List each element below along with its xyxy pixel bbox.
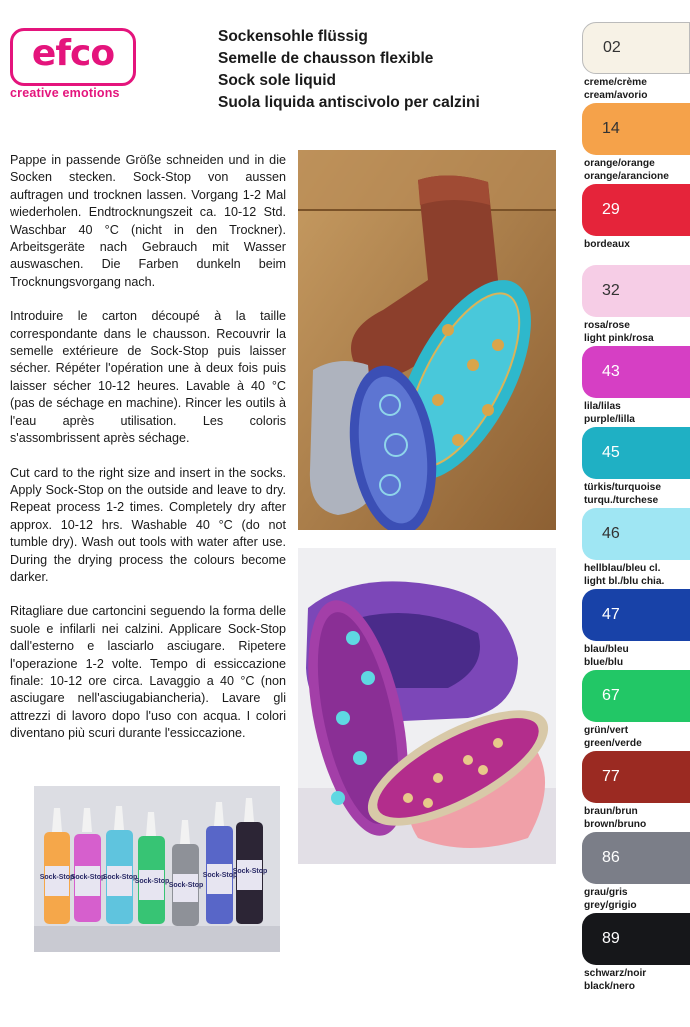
swatch-number: 32 (602, 282, 620, 299)
instructions-it: Ritagliare due cartoncini seguendo la forma delle suole e infilarli nei calzini. Applicare Sock-Stop dall'esterno e lasciarlo asciugare. Ripetere l'operazione 1-2 volte. Tempo di essiccazione finale: 10-12 ore circa. Lavaggio a 40 °C (non asciugare nell'asciugabiancheria). Lavare gli attrezzi di lavoro dopo l'uso con acqua. I colori diventano più scuri durante l'essiccazione. (10, 604, 286, 741)
swatch-label-line1: orange/orange (584, 158, 655, 169)
swatch-32 (582, 265, 690, 317)
swatch-label-line2: cream/avorio (584, 90, 648, 101)
photo-bottles (34, 786, 280, 952)
bottle-label: Sock-Stop (168, 882, 204, 889)
swatch-label (582, 803, 690, 832)
swatch-14 (582, 103, 690, 155)
swatch-label (582, 74, 690, 103)
swatch-label-line2: orange/arancione (584, 171, 669, 182)
swatch-label-line1: rosa/rose (584, 320, 630, 331)
bottle-label: Sock-Stop (70, 874, 106, 881)
swatch-number: 45 (602, 444, 620, 461)
bottle-label: Sock-Stop (134, 878, 170, 885)
swatch-label-line1: creme/crème (584, 77, 647, 88)
logo-tagline: creative emotions (10, 86, 120, 100)
instructions-de: Pappe in passende Größe schneiden und in die Socken stecken. Sock-Stop von aussen auftragen und trocknen lassen. Vorgang 1-2 Mal wiederholen. Endtrocknungszeit ca. 10-12 Std. Waschbar 40 °C (nicht in den Trockner). Arbeitsgeräte nach Gebrauch mit Wasser auswaschen. Die Farben dunkeln beim Trocknungsvorgang nach. (10, 153, 286, 289)
bottle-label: Sock-Stop (232, 868, 268, 875)
socks-illustration-1 (298, 150, 556, 530)
swatch-label (582, 722, 690, 751)
swatch-label (582, 560, 690, 589)
swatch-label-line1: grau/gris (584, 887, 628, 898)
swatch-number: 14 (602, 120, 620, 137)
slippers-illustration (298, 548, 556, 864)
swatch-29 (582, 184, 690, 236)
bottle-label: Sock-Stop (202, 872, 238, 879)
efco-logo (10, 28, 136, 86)
swatch-label-line1: schwarz/noir (584, 968, 647, 979)
swatch-label-line1: bordeaux (584, 239, 630, 250)
photo-slippers (298, 548, 556, 864)
swatch-label (582, 155, 690, 184)
title-en: Sock sole liquid (218, 72, 336, 89)
swatch-46 (582, 508, 690, 560)
swatch-47 (582, 589, 690, 641)
swatch-label (582, 317, 690, 346)
swatch-label-line1: türkis/turquoise (584, 482, 661, 493)
swatch-label-line1: hellblau/bleu cl. (584, 563, 661, 574)
swatch-number: 43 (602, 363, 620, 380)
swatch-label-line2: light bl./blu chia. (584, 576, 665, 587)
swatch-number: 77 (602, 768, 620, 785)
swatch-number: 67 (602, 687, 620, 704)
swatch-label (582, 398, 690, 427)
bottle-label: Sock-Stop (102, 874, 138, 881)
swatch-label (582, 479, 690, 508)
swatch-02 (582, 22, 690, 74)
photo-felt-socks (298, 150, 556, 530)
bottle-label: Sock-Stop (39, 874, 75, 881)
swatch-label-line2: green/verde (584, 738, 642, 749)
swatch-number: 02 (603, 39, 621, 56)
swatch-number: 46 (602, 525, 620, 542)
swatch-number: 89 (602, 930, 620, 947)
swatch-label (582, 641, 690, 670)
title-it: Suola liquida antiscivolo per calzini (218, 94, 480, 111)
swatch-label-line2: purple/lilla (584, 414, 635, 425)
swatch-label-line2: light pink/rosa (584, 333, 654, 344)
product-titles (218, 26, 568, 114)
title-fr: Semelle de chausson flexible (218, 50, 434, 67)
swatch-67 (582, 670, 690, 722)
logo-wordmark: efco (31, 33, 115, 74)
swatch-77 (582, 751, 690, 803)
swatch-label-line1: blau/bleu (584, 644, 629, 655)
swatch-label-line2: black/nero (584, 981, 635, 992)
swatch-label (582, 884, 690, 913)
instructions-fr: Introduire le carton découpé à la taille correspondante dans le chausson. Recouvrir la semelle extérieure de Sock-Stop puis laisser sécher. Répéter l'opération une à deux fois puis laisser sécher 10-12 heures. Lavable à 40 °C (pas de séchage en machine). Rincer les outils à l'eau après utilisation. Les coloris s'assombrissent après séchage. (10, 309, 286, 446)
swatch-89 (582, 913, 690, 965)
swatch-label-line2: turqu./turchese (584, 495, 659, 506)
swatch-number: 29 (602, 201, 620, 218)
swatch-45 (582, 427, 690, 479)
swatch-label-line2: brown/bruno (584, 819, 647, 830)
bottles-illustration (34, 786, 280, 952)
instructions (10, 152, 286, 760)
swatch-86 (582, 832, 690, 884)
swatch-label (582, 236, 690, 265)
swatch-label-line1: braun/brun (584, 806, 638, 817)
swatch-label-line2: grey/grigio (584, 900, 637, 911)
swatch-label-line1: grün/vert (584, 725, 629, 736)
swatch-number: 47 (602, 606, 620, 623)
color-swatch-column (582, 22, 690, 994)
swatch-43 (582, 346, 690, 398)
swatch-label-line1: lila/lilas (584, 401, 621, 412)
instructions-en: Cut card to the right size and insert in the socks. Apply Sock-Stop on the outside and leave to dry. Repeat process 1-2 times. Completely dry after approx. 10-12 hrs. Washable 40 °C (do not tumble dry). Wash out tools with water after use. During the drying process the colours become darker. (10, 465, 286, 584)
swatch-label (582, 965, 690, 994)
title-de: Sockensohle flüssig (218, 28, 368, 45)
swatch-number: 86 (602, 849, 620, 866)
swatch-label-line2: blue/blu (584, 657, 624, 668)
